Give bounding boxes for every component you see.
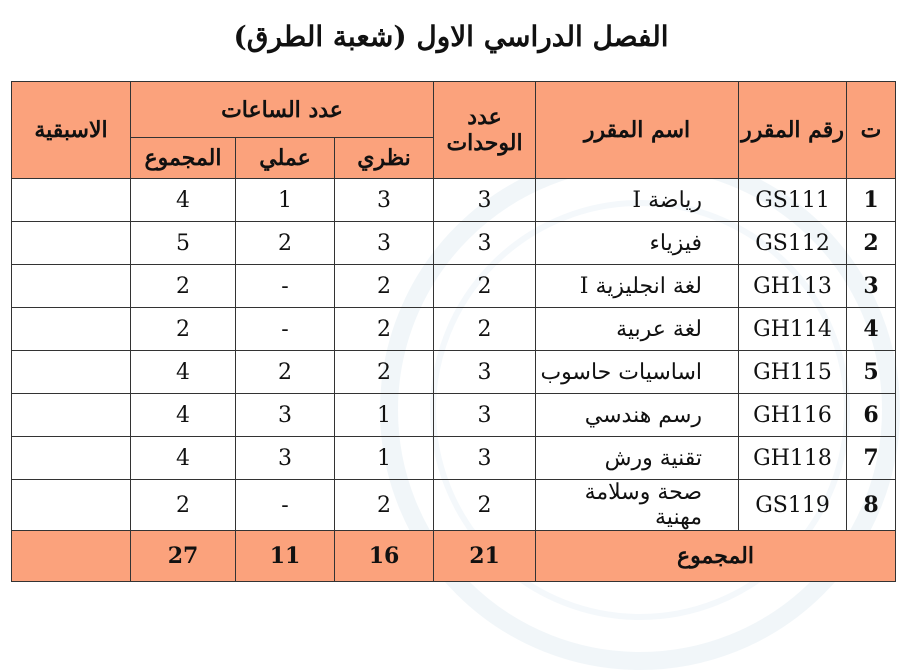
table-row — [12, 179, 896, 222]
cell-name: رسم هندسي — [536, 394, 739, 437]
cell-units: 3 — [434, 179, 536, 222]
cell-theory: 2 — [335, 265, 434, 308]
cell-total: 2 — [131, 308, 236, 351]
cell-code: GS111 — [739, 179, 847, 222]
cell-theory: 2 — [335, 480, 434, 531]
cell-name: تقنية ورش — [536, 437, 739, 480]
table-row — [12, 437, 896, 480]
cell-practical: 3 — [236, 394, 335, 437]
cell-code: GH118 — [739, 437, 847, 480]
cell-practical: 2 — [236, 222, 335, 265]
cell-index: 8 — [847, 480, 896, 531]
table-row — [12, 265, 896, 308]
cell-units: 3 — [434, 351, 536, 394]
cell-units: 3 — [434, 394, 536, 437]
cell-prereq — [12, 222, 131, 265]
cell-practical: 1 — [236, 179, 335, 222]
header-total: المجموع — [131, 138, 236, 179]
cell-units: 2 — [434, 265, 536, 308]
cell-name: لغة عربية — [536, 308, 739, 351]
cell-theory: 2 — [335, 351, 434, 394]
cell-name: صحة وسلامة مهنية — [536, 480, 739, 531]
totals-practical: 11 — [236, 531, 335, 582]
cell-practical: 2 — [236, 351, 335, 394]
cell-name: اساسيات حاسوب — [536, 351, 739, 394]
header-code: رقم المقرر — [739, 82, 847, 179]
course-table — [11, 81, 896, 582]
cell-code: GS112 — [739, 222, 847, 265]
cell-total: 2 — [131, 480, 236, 531]
cell-prereq — [12, 179, 131, 222]
header-theory: نظري — [335, 138, 434, 179]
cell-index: 7 — [847, 437, 896, 480]
header-practical: عملي — [236, 138, 335, 179]
cell-total: 2 — [131, 265, 236, 308]
cell-code: GH113 — [739, 265, 847, 308]
totals-label: المجموع — [536, 531, 896, 582]
cell-prereq — [12, 351, 131, 394]
table-row — [12, 222, 896, 265]
header-hours: عدد الساعات — [131, 82, 434, 138]
cell-theory: 2 — [335, 308, 434, 351]
cell-theory: 1 — [335, 437, 434, 480]
totals-theory: 16 — [335, 531, 434, 582]
table-row — [12, 394, 896, 437]
cell-code: GH116 — [739, 394, 847, 437]
cell-index: 6 — [847, 394, 896, 437]
cell-total: 4 — [131, 437, 236, 480]
cell-theory: 3 — [335, 179, 434, 222]
cell-code: GH115 — [739, 351, 847, 394]
header-index: ت — [847, 82, 896, 179]
totals-prereq — [12, 531, 131, 582]
header-prereq: الاسبقية — [12, 82, 131, 179]
totals-total: 27 — [131, 531, 236, 582]
table-row — [12, 308, 896, 351]
cell-prereq — [12, 394, 131, 437]
header-name: اسم المقرر — [536, 82, 739, 179]
cell-name: رياضة I — [536, 179, 739, 222]
cell-code: GS119 — [739, 480, 847, 531]
page-title: الفصل الدراسي الاول (شعبة الطرق) — [233, 20, 669, 53]
cell-total: 4 — [131, 179, 236, 222]
cell-practical: 3 — [236, 437, 335, 480]
cell-index: 2 — [847, 222, 896, 265]
totals-row — [12, 531, 896, 582]
cell-prereq — [12, 437, 131, 480]
cell-index: 4 — [847, 308, 896, 351]
table-row — [12, 480, 896, 531]
cell-total: 4 — [131, 394, 236, 437]
cell-name: فيزياء — [536, 222, 739, 265]
cell-units: 3 — [434, 437, 536, 480]
cell-units: 3 — [434, 222, 536, 265]
cell-practical: - — [236, 308, 335, 351]
cell-index: 1 — [847, 179, 896, 222]
cell-name: لغة انجليزية I — [536, 265, 739, 308]
cell-index: 5 — [847, 351, 896, 394]
header-units: عدد الوحدات — [434, 82, 536, 179]
cell-total: 5 — [131, 222, 236, 265]
cell-theory: 1 — [335, 394, 434, 437]
cell-practical: - — [236, 265, 335, 308]
table-row — [12, 351, 896, 394]
cell-prereq — [12, 480, 131, 531]
cell-theory: 3 — [335, 222, 434, 265]
cell-units: 2 — [434, 308, 536, 351]
cell-practical: - — [236, 480, 335, 531]
cell-prereq — [12, 265, 131, 308]
cell-prereq — [12, 308, 131, 351]
totals-units: 21 — [434, 531, 536, 582]
cell-total: 4 — [131, 351, 236, 394]
cell-units: 2 — [434, 480, 536, 531]
cell-index: 3 — [847, 265, 896, 308]
cell-code: GH114 — [739, 308, 847, 351]
